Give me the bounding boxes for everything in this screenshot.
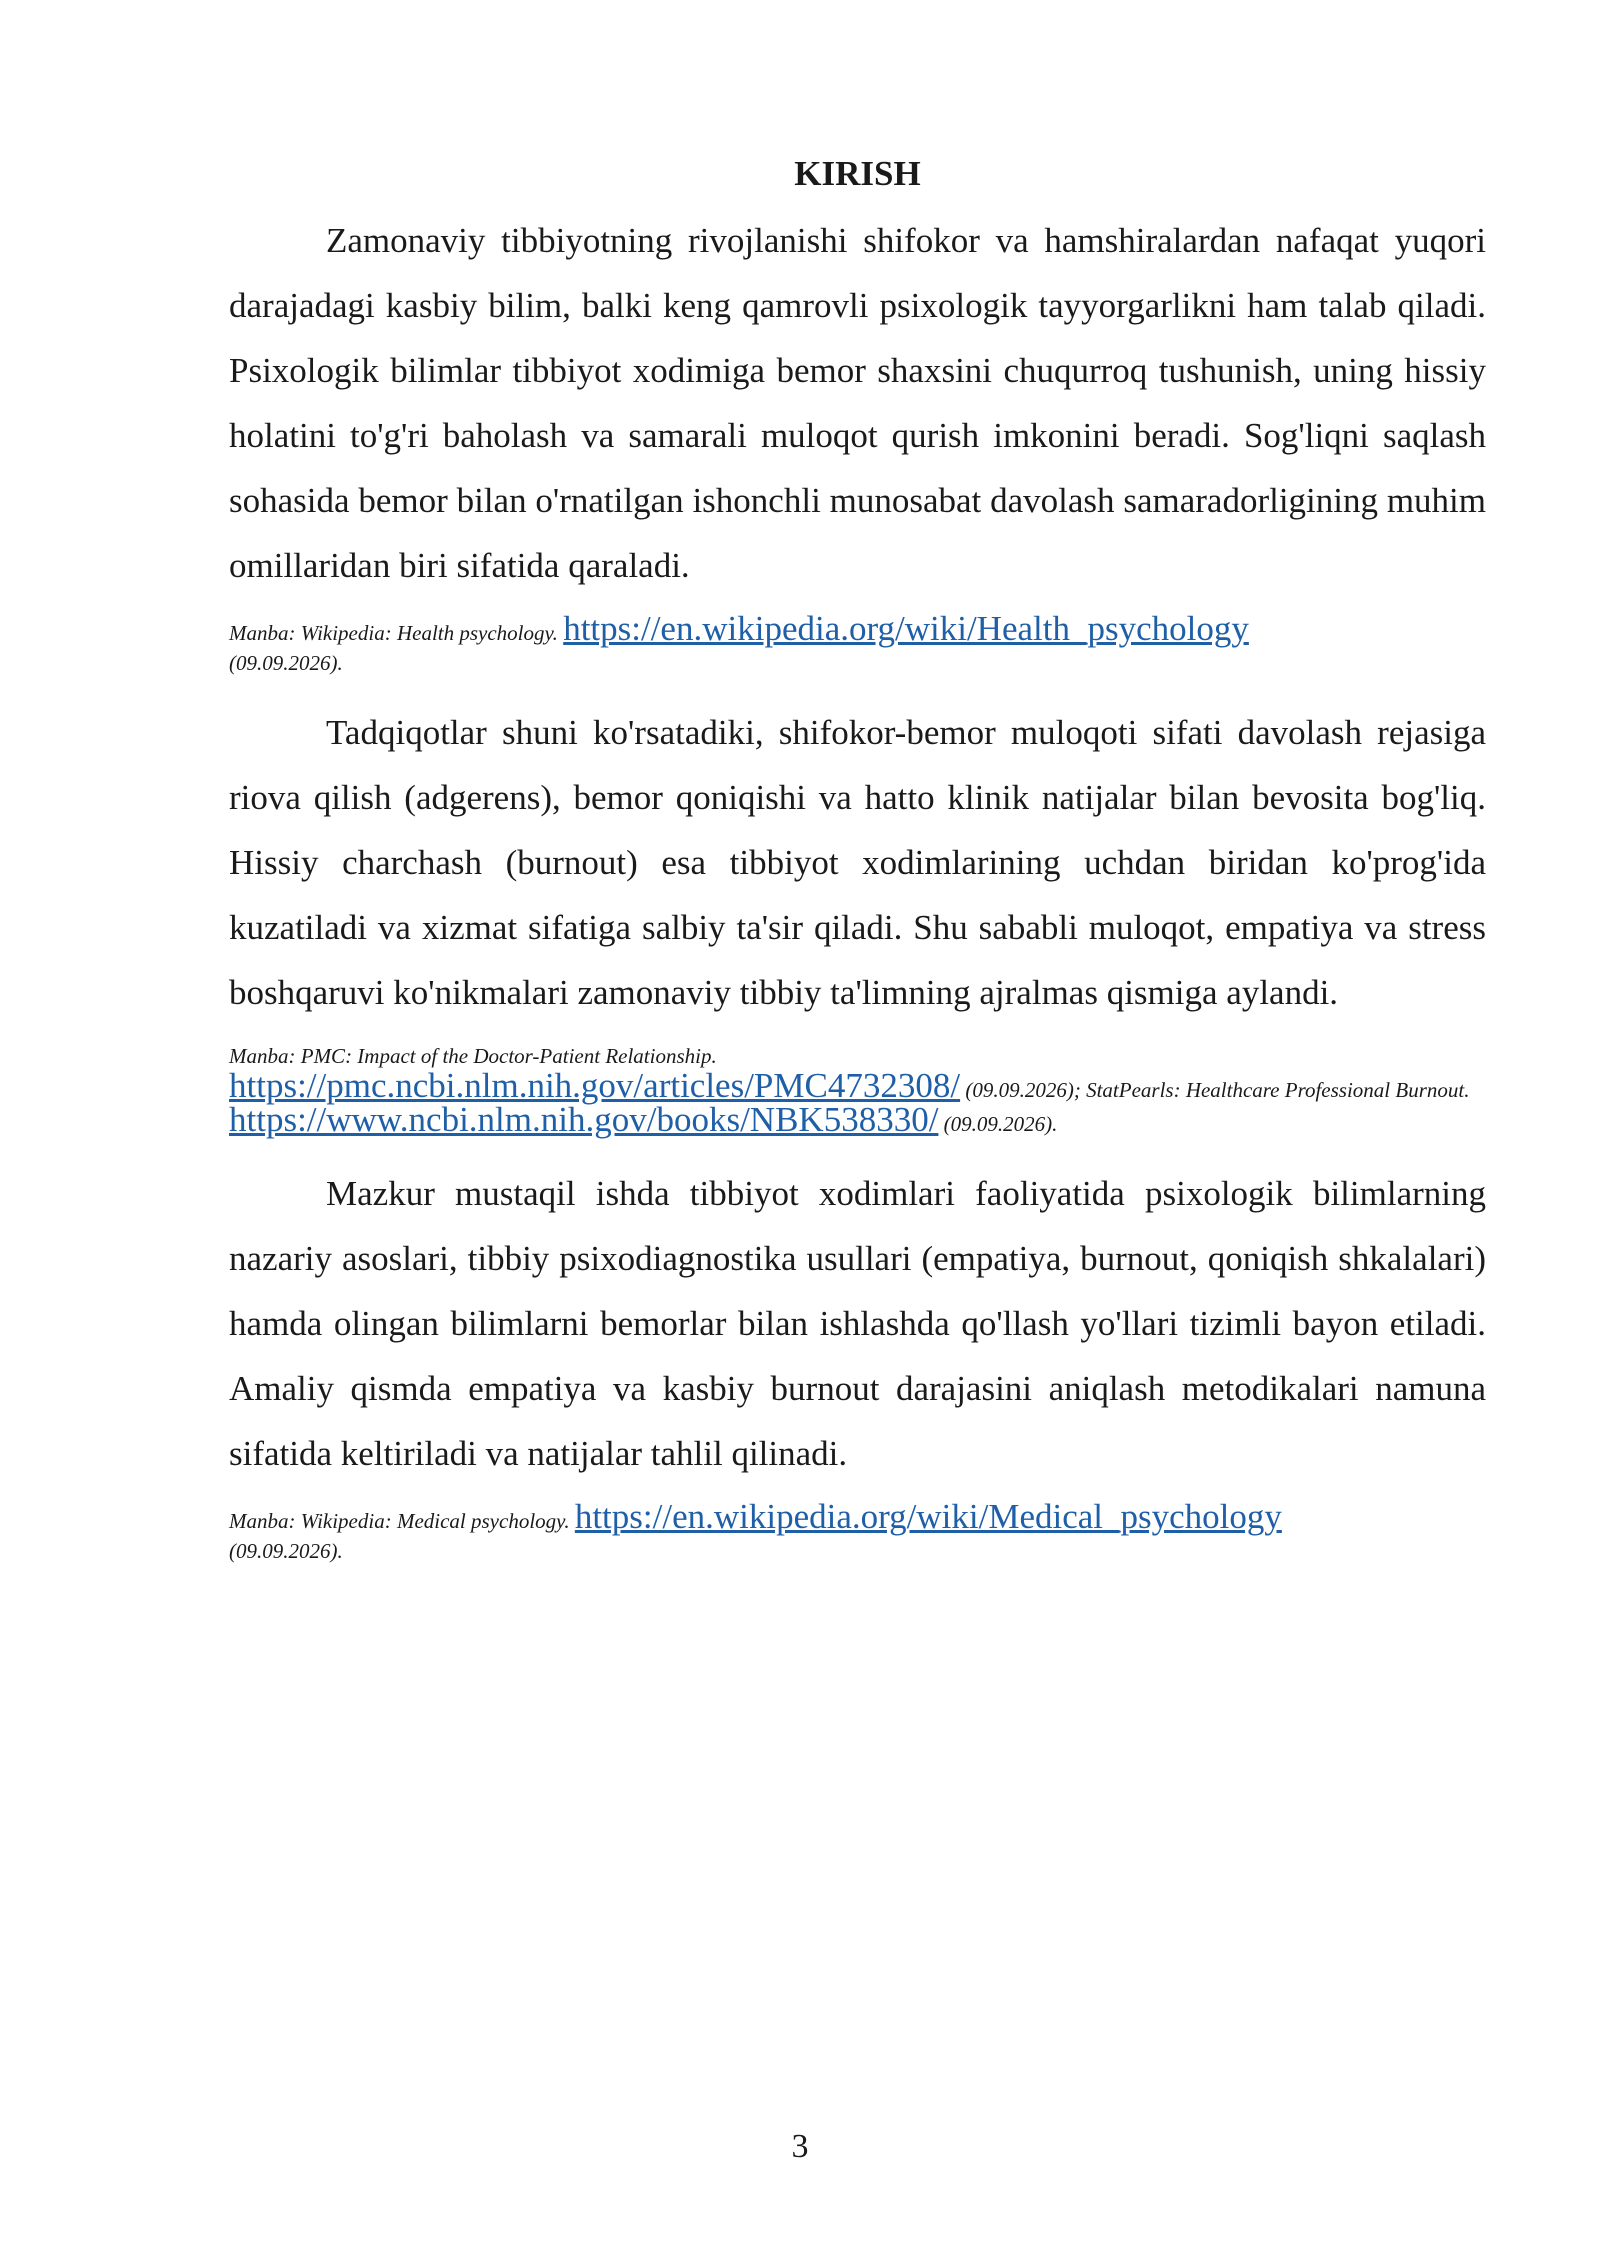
source-prefix: Manba: Wikipedia: Health psychology. — [229, 621, 558, 645]
source-middle: (09.09.2026); StatPearls: Healthcare Professional Burnout. — [965, 1078, 1470, 1102]
source-link-2[interactable]: https://www.ncbi.nlm.nih.gov/books/NBK538330/ — [229, 1100, 939, 1139]
source-note-1 — [229, 609, 1486, 678]
source-date: (09.09.2026). — [229, 651, 343, 675]
page-number: 3 — [791, 2128, 809, 2165]
page-content — [229, 148, 1486, 1588]
source-link[interactable]: https://en.wikipedia.org/wiki/Medical_psychology — [574, 1497, 1282, 1536]
source-date: (09.09.2026). — [943, 1112, 1058, 1136]
paragraph-2: Tadqiqotlar shuni ko'rsatadiki, shifokor-bemor muloqoti sifati davolash rejasiga riova qilish (adgerens), bemor qoniqishi va hatto klinik natijalar bilan bevosita bog'liq. Hissiy charchash (burnout) esa tibbiyot xodimlarining uchdan biridan ko'prog'ida kuzatiladi va xizmat sifatiga salbiy ta'sir qiladi. Shu sababli muloqot, empatiya va stress boshqaruvi ko'nikmalari zamonaviy tibbiy ta'limning ajralmas qismiga aylandi. — [229, 713, 1486, 1012]
paragraph-3: Mazkur mustaqil ishda tibbiyot xodimlari faoliyatida psixologik bilimlarning nazariy asoslari, tibbiy psixodiagnostika usullari (empatiya, burnout, qoniqish shkalalari) hamda olingan bilimlarni bemorlar bilan ishlashda qo'llash yo'llari tizimli bayon etiladi. Amaliy qismda empatiya va kasbiy burnout darajasini aniqlash metodikalari namuna sifatida keltiriladi va natijalar tahlil qilinadi. — [229, 1174, 1486, 1473]
paragraph-1: Zamonaviy tibbiyotning rivojlanishi shifokor va hamshiralardan nafaqat yuqori darajadagi kasbiy bilim, balki keng qamrovli psixologik tayyorgarlikni ham talab qiladi. Psixologik bilimlar tibbiyot xodimiga bemor shaxsini chuqurroq tushunish, uning hissiy holatini to'g'ri baholash va samarali muloqot qurish imkonini beradi. Sog'liqni saqlash sohasida bemor bilan o'rnatilgan ishonchli munosabat davolash samaradorligining muhim omillaridan biri sifatida qaraladi. — [229, 221, 1486, 585]
page-title: KIRISH — [794, 154, 921, 193]
source-link[interactable]: https://pmc.ncbi.nlm.nih.gov/articles/PMC4732308/ — [229, 1066, 961, 1105]
source-note-3 — [229, 1497, 1486, 1566]
source-prefix: Manba: Wikipedia: Medical psychology. — [229, 1509, 570, 1533]
source-date: (09.09.2026). — [229, 1539, 343, 1563]
source-prefix: Manba: PMC: Impact of the Doctor-Patient Relationship. — [229, 1044, 717, 1068]
source-link[interactable]: https://en.wikipedia.org/wiki/Health_psychology — [563, 609, 1249, 648]
source-note-2 — [229, 1041, 1486, 1139]
